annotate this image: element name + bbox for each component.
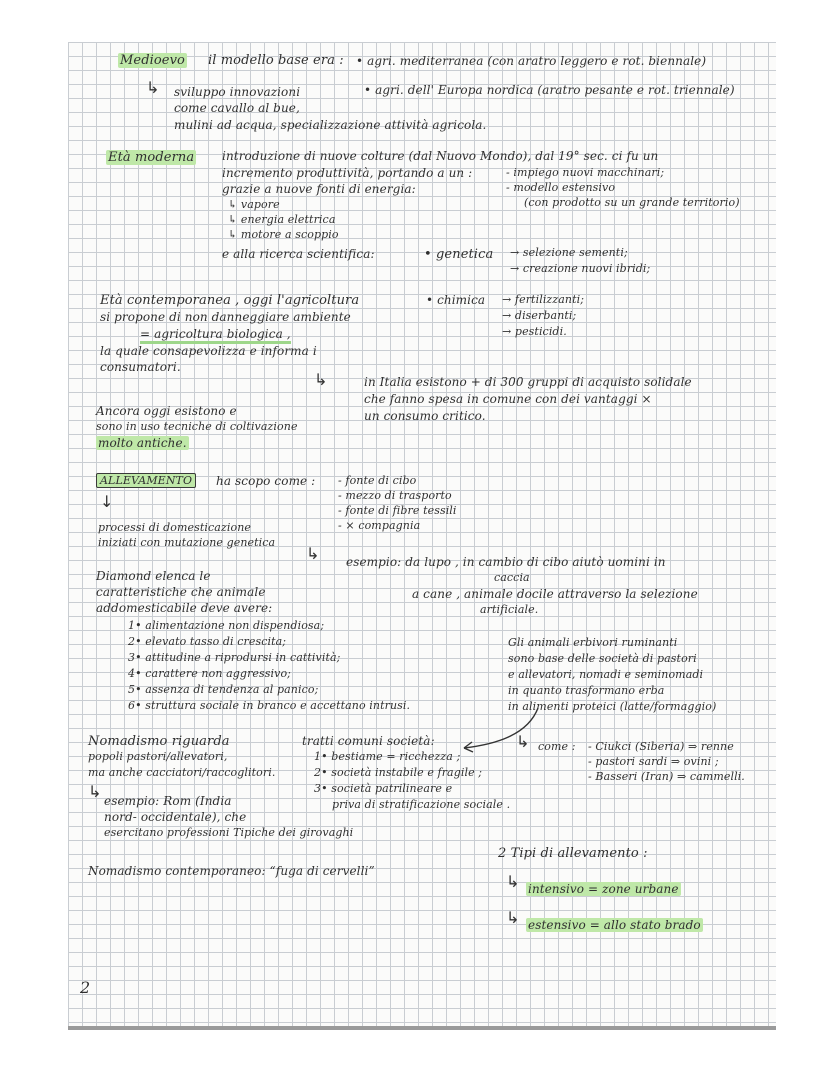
- contemporanea-line-4: la quale consapevolizza e informa i: [100, 344, 317, 358]
- moderna-result-1: - impiego nuovi macchinari;: [506, 166, 665, 179]
- come-arrow-icon: ↳: [516, 732, 530, 751]
- erbivori-1: Gli animali erbivori ruminanti: [508, 636, 678, 649]
- genetica-1: → selezione sementi;: [510, 246, 628, 259]
- ancora-line-3: molto antiche.: [98, 436, 187, 450]
- esempio-sardi: - pastori sardi ⇒ ovini ;: [588, 755, 719, 768]
- chimica-1: → fertilizzanti;: [502, 293, 585, 306]
- processi-2: iniziati con mutazione genetica: [98, 536, 276, 549]
- tratto-1: 1• bestiame = ricchezza ;: [314, 750, 461, 763]
- caratteristica-5: 5• assenza di tendenza al panico;: [128, 683, 319, 696]
- rom-3: esercitano professioni Tipiche dei girovaghi: [104, 826, 354, 839]
- moderna-line-4: e alla ricerca scientifica:: [222, 247, 375, 261]
- caratteristica-6: 6• struttura sociale in branco e accettano intrusi.: [128, 699, 411, 712]
- nomadismo-3: ma anche cacciatori/raccoglitori.: [88, 766, 276, 779]
- medioevo-dev-1: sviluppo innovazioni: [174, 85, 301, 99]
- medioevo-dev-2: come cavallo al bue,: [174, 101, 300, 115]
- tratto-3: 3• società patrilineare e: [314, 782, 453, 795]
- caratteristica-1: 1• alimentazione non dispendiosa;: [128, 619, 325, 632]
- genetica-label: • genetica: [424, 247, 494, 262]
- chimica-3: → pesticidi.: [502, 325, 567, 338]
- erbivori-4: in quanto trasformano erba: [508, 684, 665, 697]
- esempio-4: artificiale.: [480, 603, 539, 616]
- erbivori-5: in alimenti proteici (latte/formaggio): [508, 700, 717, 713]
- esempio-basseri: - Basseri (Iran) ⇒ cammelli.: [588, 770, 745, 783]
- erbivori-2: sono base delle società di pastori: [508, 652, 697, 665]
- ancora-line-1: Ancora oggi esistono e: [96, 404, 237, 418]
- esempio-1: esempio: da lupo , in cambio di cibo aiutò uomini in: [346, 555, 666, 569]
- contemporanea-line-2: si propone di non danneggiare ambiente: [100, 310, 351, 324]
- moderna-line-3: grazie a nuove fonti di energia:: [222, 182, 416, 196]
- contemporanea-line-5: consumatori.: [100, 360, 181, 374]
- tratto-2: 2• società instabile e fragile ;: [314, 766, 483, 779]
- connector-arrow-icon: [458, 704, 548, 754]
- erbivori-3: e allevatori, nomadi e seminomadi: [508, 668, 704, 681]
- diamond-3: addomesticabile deve avere:: [96, 601, 273, 615]
- moderna-title: Età moderna: [108, 150, 195, 165]
- energia-2: ↳ energia elettrica: [228, 213, 336, 226]
- contemporanea-line-3: = agricoltura biologica ,: [140, 327, 291, 341]
- allevamento-title: ALLEVAMENTO: [96, 474, 196, 487]
- moderna-result-2: - modello estensivo: [506, 181, 616, 194]
- scopo-3: - fonte di fibre tessili: [338, 504, 457, 517]
- rom-1: esempio: Rom (India: [104, 794, 232, 808]
- chimica-2: → diserbanti;: [502, 309, 577, 322]
- processi-1: processi di domesticazione: [98, 521, 251, 534]
- ancora-line-2: sono in uso tecniche di coltivazione: [96, 420, 298, 433]
- tipi-arrow-1-icon: ↳: [506, 872, 520, 891]
- rom-2: nord- occidentale), che: [104, 810, 247, 824]
- moderna-line-2: incremento produttività, portando a un :: [222, 166, 473, 180]
- tratti-title: tratti comuni società:: [302, 734, 435, 748]
- medioevo-dev-3: mulini ad acqua, specializzazione attività agricola.: [174, 118, 487, 132]
- medioevo-item-2: • agri. dell' Europa nordica (aratro pesante e rot. triennale): [364, 83, 735, 97]
- allevamento-intro: ha scopo come :: [216, 474, 316, 488]
- caratteristica-4: 4• carattere non aggressivo;: [128, 667, 291, 680]
- tipi-title: 2 Tipi di allevamento :: [498, 846, 648, 861]
- italia-line-2: che fanno spesa in comune con dei vantaggi ×: [364, 392, 652, 406]
- tipo-intensivo: intensivo = zone urbane: [528, 882, 679, 896]
- page-number: 2: [80, 978, 91, 997]
- tratto-4: priva di stratificazione sociale .: [332, 798, 511, 811]
- tipo-estensivo: estensivo = allo stato brado: [528, 918, 701, 932]
- caratteristica-2: 2• elevato tasso di crescita;: [128, 635, 287, 648]
- diamond-1: Diamond elenca le: [96, 569, 211, 583]
- scopo-4: - × compagnia: [338, 519, 421, 532]
- return-arrow-icon: ↳: [146, 78, 160, 97]
- scopo-2: - mezzo di trasporto: [338, 489, 452, 502]
- contemporanea-line-1: Età contemporanea , oggi l'agricoltura: [100, 293, 360, 308]
- caratteristica-3: 3• attitudine a riprodursi in cattività;: [128, 651, 341, 664]
- rom-arrow-icon: ↳: [88, 782, 102, 801]
- notebook-page: [68, 42, 776, 1030]
- nomadismo-1: Nomadismo riguarda: [88, 734, 230, 749]
- energia-1: ↳ vapore: [228, 198, 280, 211]
- down-arrow-icon: ↓: [100, 492, 114, 511]
- esempio-ciukci: - Ciukci (Siberia) ⇒ renne: [588, 740, 734, 753]
- diamond-2: caratteristiche che animale: [96, 585, 266, 599]
- nomadismo-contemporaneo: Nomadismo contemporaneo: “fuga di cervelli”: [88, 864, 375, 878]
- nomadismo-2: popoli pastori/allevatori,: [88, 750, 228, 763]
- medioevo-intro: il modello base era :: [208, 53, 344, 68]
- italia-arrow-icon: ↳: [314, 370, 328, 389]
- medioevo-item-1: • agri. mediterranea (con aratro leggero e rot. biennale): [356, 54, 707, 68]
- chimica-label: • chimica: [426, 293, 486, 307]
- tipi-arrow-2-icon: ↳: [506, 908, 520, 927]
- medioevo-title: Medioevo: [120, 53, 185, 68]
- esempio-3: a cane , animale docile attraverso la selezione: [412, 587, 698, 601]
- moderna-result-3: (con prodotto su un grande territorio): [524, 196, 740, 209]
- genetica-2: → creazione nuovi ibridi;: [510, 262, 651, 275]
- moderna-line-1: introduzione di nuove colture (dal Nuovo Mondo), dal 19° sec. ci fu un: [222, 149, 659, 163]
- italia-line-3: un consumo critico.: [364, 409, 486, 423]
- scopo-1: - fonte di cibo: [338, 474, 417, 487]
- italia-line-1: in Italia esistono + di 300 gruppi di acquisto solidale: [364, 375, 692, 389]
- esempio-2: caccia: [494, 571, 530, 584]
- energia-3: ↳ motore a scoppio: [228, 228, 339, 241]
- come-label: come :: [538, 740, 576, 753]
- esempio-arrow-icon: ↳: [306, 544, 320, 563]
